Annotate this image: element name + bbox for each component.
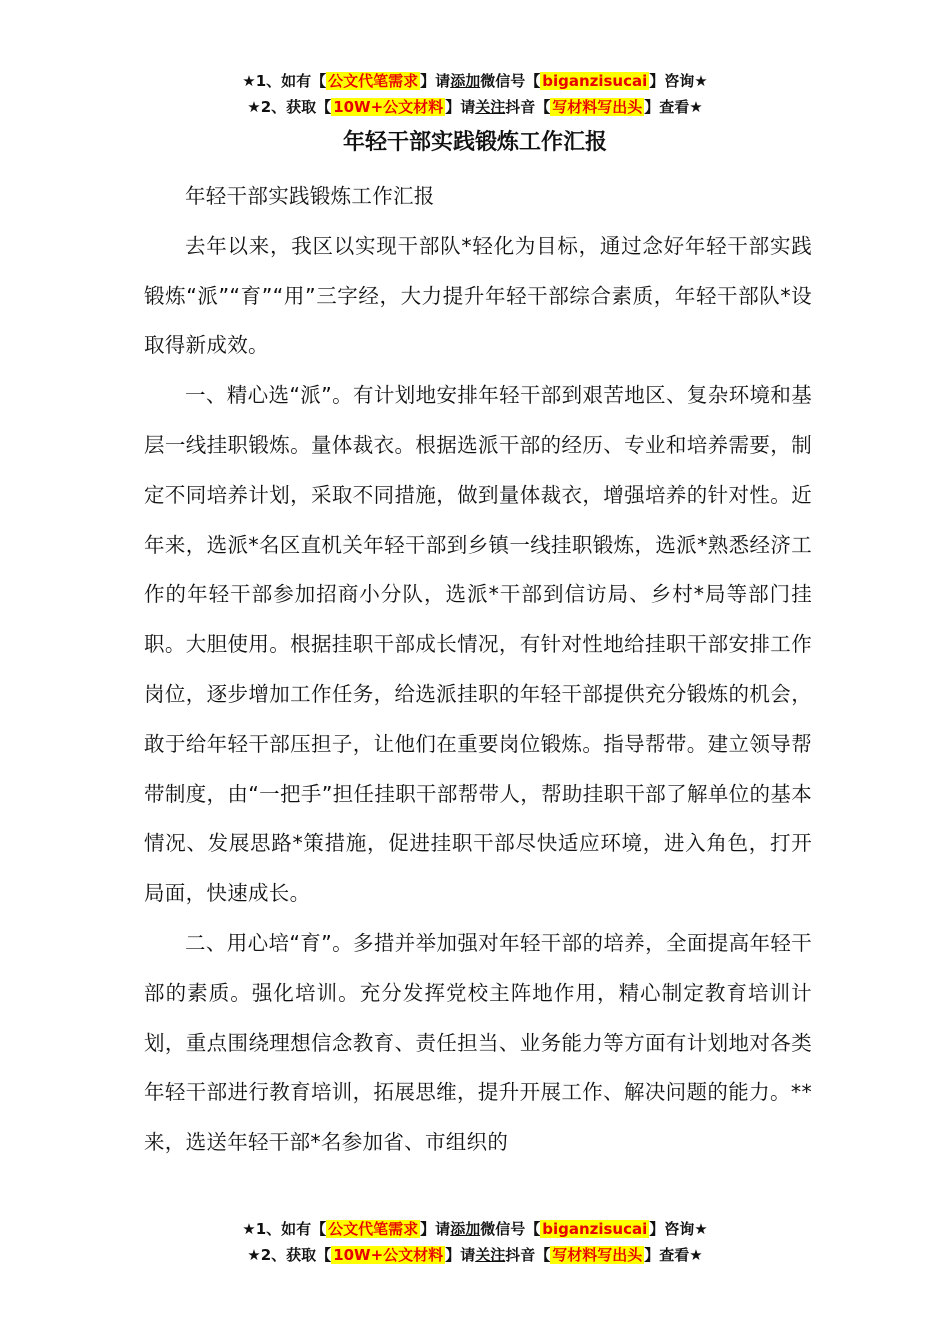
paragraph-intro: 去年以来，我区以实现干部队*轻化为目标，通过念好年轻干部实践锻炼“派”“育”“用”三字经，大力提升年轻干部综合素质，年轻干部队*设取得新成效。 bbox=[144, 233, 812, 358]
paragraph-section-2: 二、用心培“育”。多措并举加强对年轻干部的培养，全面提高年轻干部的素质。强化培训。充分发挥党校主阵地作用，精心制定教育培训计划，重点围绕理想信念教育、责任担当、业务能力等方面有计划地对各类年轻干部进行教育培训，拓展思维，提升开展工作、解决问题的能力。**来，选送年轻干部*名参加省、市组织的 bbox=[144, 930, 812, 1155]
banner-text: 抖音【 bbox=[505, 1246, 551, 1264]
banner-text: ★1、如有【 bbox=[242, 1220, 327, 1238]
banner-highlight: 写材料写出头 bbox=[552, 98, 643, 116]
banner-text: 】请 bbox=[445, 98, 476, 116]
paragraph-section-1: 一、精心选“派”。有计划地安排年轻干部到艰苦地区、复杂环境和基层一线挂职锻炼。量体裁衣。根据选派干部的经历、专业和培养需要，制定不同培养计划，采取不同措施，做到量体裁衣，增强培养的针对性。近年来，选派*名区直机关年轻干部到乡镇一线挂职锻炼，选派*熟悉经济工作的年轻干部参加招商小分队，选派*干部到信访局、乡村*局等部门挂职。大胆使用。根据挂职干部成长情况，有针对性地给挂职干部安排工作岗位，逐步增加工作任务，给选派挂职的年轻干部提供充分锻炼的机会，敢于给年轻干部压担子，让他们在重要岗位锻炼。指导帮带。建立领导帮带制度，由“一把手”担任挂职干部帮带人，帮助挂职干部了解单位的基本情况、发展思路*策措施，促进挂职干部尽快适应环境，进入角色，打开局面，快速成长。 bbox=[144, 383, 812, 906]
banner-text: 】咨询★ bbox=[649, 1220, 708, 1238]
bottom-banner-line-1 bbox=[0, 1216, 950, 1242]
top-banner bbox=[0, 68, 950, 120]
document-title: 年轻干部实践锻炼工作汇报 bbox=[342, 130, 607, 155]
banner-text: ★1、如有【 bbox=[242, 72, 327, 90]
banner-text: 抖音【 bbox=[505, 98, 551, 116]
banner-text: 】咨询★ bbox=[649, 72, 708, 90]
bottom-banner bbox=[0, 1216, 950, 1268]
banner-underlined-text: 添加 bbox=[450, 72, 481, 90]
banner-highlight: 10W+公文材料 bbox=[333, 98, 444, 116]
banner-underlined-text: 关注 bbox=[475, 98, 506, 116]
banner-text: 】查看★ bbox=[644, 1246, 703, 1264]
top-banner-line-2 bbox=[0, 94, 950, 120]
banner-underlined-text: 添加 bbox=[450, 1220, 481, 1238]
banner-text: ★2、获取【 bbox=[247, 98, 332, 116]
document-body bbox=[144, 172, 812, 1168]
banner-highlight: biganzisucai bbox=[542, 72, 648, 90]
banner-text: 】请 bbox=[445, 1246, 476, 1264]
banner-highlight: biganzisucai bbox=[542, 1220, 648, 1238]
banner-highlight: 公文代笔需求 bbox=[328, 72, 419, 90]
banner-underlined-text: 关注 bbox=[475, 1246, 506, 1264]
banner-highlight: 写材料写出头 bbox=[552, 1246, 643, 1264]
bottom-banner-line-2 bbox=[0, 1242, 950, 1268]
banner-text: 】请 bbox=[420, 72, 451, 90]
top-banner-line-1 bbox=[0, 68, 950, 94]
banner-text: 微信号【 bbox=[480, 1220, 541, 1238]
banner-text: 】请 bbox=[420, 1220, 451, 1238]
banner-highlight: 公文代笔需求 bbox=[328, 1220, 419, 1238]
banner-text: ★2、获取【 bbox=[247, 1246, 332, 1264]
banner-text: 微信号【 bbox=[480, 72, 541, 90]
banner-text: 】查看★ bbox=[644, 98, 703, 116]
banner-highlight: 10W+公文材料 bbox=[333, 1246, 444, 1264]
paragraph-subtitle: 年轻干部实践锻炼工作汇报 bbox=[185, 184, 435, 208]
